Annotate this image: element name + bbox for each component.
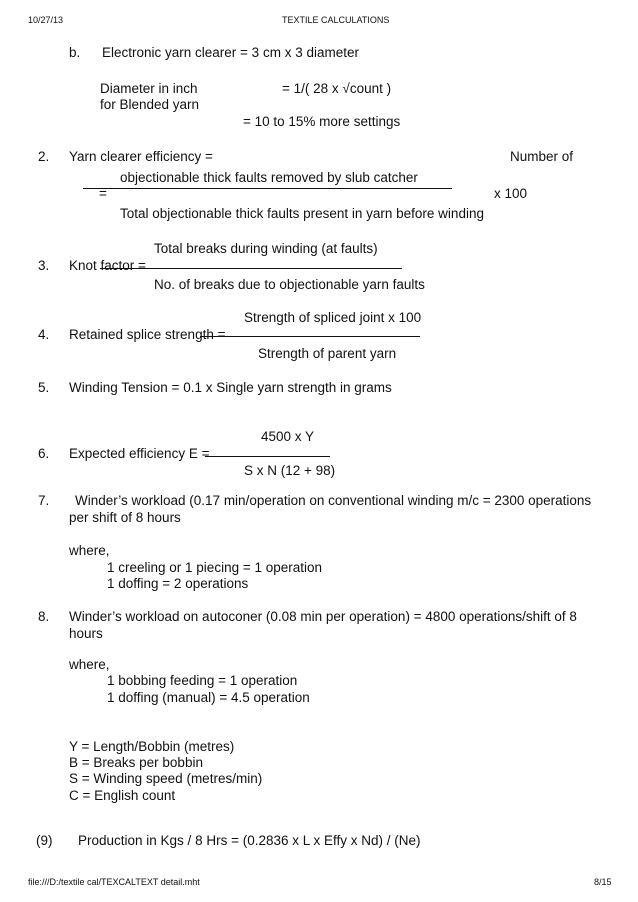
legend-item: C = English count: [69, 788, 176, 803]
item-b-text: Electronic yarn clearer = 3 cm x 3 diameter: [102, 45, 359, 60]
item-2-label: Yarn clearer efficiency =: [69, 149, 213, 164]
item-7-line-1: Winder’s workload (0.17 min/operation on conventional winding m/c = 2300 operations: [75, 493, 592, 508]
item-3-fraction-bar: [100, 268, 402, 269]
item-9-number: (9): [36, 833, 53, 848]
item-7-where: where,: [69, 543, 110, 558]
item-7-line-2: per shift of 8 hours: [69, 510, 181, 525]
item-7-where-2: 1 doffing = 2 operations: [107, 576, 249, 591]
blended-more-settings: = 10 to 15% more settings: [243, 114, 401, 129]
item-8-number: 8.: [38, 609, 50, 624]
header-title: TEXTILE CALCULATIONS: [282, 15, 390, 25]
item-8-where-1: 1 bobbing feeding = 1 operation: [107, 673, 298, 688]
item-2-numerator: objectionable thick faults removed by slub catcher: [120, 170, 418, 185]
footer-path: file:///D:/textile cal/TEXCALTEXT detail.mht: [28, 877, 200, 887]
diameter-label: Diameter in inch: [100, 81, 198, 96]
footer-page-number: 8/15: [594, 877, 612, 887]
item-6-fraction-bar: [205, 456, 330, 457]
item-8-line-2: hours: [69, 626, 103, 641]
item-b-number: b.: [69, 45, 81, 60]
item-4-denominator: Strength of parent yarn: [258, 346, 397, 361]
item-2-number: 2.: [38, 149, 50, 164]
item-6-label: Expected efficiency E =: [69, 446, 210, 461]
item-5-number: 5.: [38, 380, 50, 395]
diameter-formula: = 1/( 28 x √count ): [282, 81, 392, 96]
item-9-text: Production in Kgs / 8 Hrs = (0.2836 x L x Effy x Nd) / (Ne): [78, 833, 421, 848]
item-2-fraction-bar: [83, 188, 452, 189]
item-3-denominator: No. of breaks due to objectionable yarn faults: [154, 277, 425, 292]
item-5-text: Winding Tension = 0.1 x Single yarn strength in grams: [69, 380, 392, 395]
item-8-where: where,: [69, 657, 110, 672]
header-date: 10/27/13: [28, 15, 64, 25]
item-4-numerator: Strength of spliced joint x 100: [244, 310, 422, 325]
item-7-where-1: 1 creeling or 1 piecing = 1 operation: [107, 560, 323, 575]
item-2-equals: =: [99, 186, 107, 201]
item-6-denominator: S x N (12 + 98): [244, 463, 336, 478]
item-2-multiplier: x 100: [494, 186, 528, 201]
legend-item: Y = Length/Bobbin (metres): [69, 739, 235, 754]
legend-item: S = Winding speed (metres/min): [69, 771, 263, 786]
item-4-number: 4.: [38, 327, 50, 342]
item-6-number: 6.: [38, 446, 50, 461]
item-4-fraction-bar: [200, 336, 420, 337]
legend-item: B = Breaks per bobbin: [69, 755, 203, 770]
item-2-number-of: Number of: [510, 149, 574, 164]
blended-yarn-label: for Blended yarn: [100, 97, 200, 112]
item-3-numerator: Total breaks during winding (at faults): [154, 241, 378, 256]
item-2-denominator: Total objectionable thick faults present in yarn before winding: [120, 206, 484, 221]
item-6-numerator: 4500 x Y: [261, 429, 315, 444]
item-8-line-1: Winder’s workload on autoconer (0.08 min per operation) = 4800 operations/shift of 8: [69, 609, 577, 624]
item-7-number: 7.: [38, 493, 50, 508]
item-8-where-2: 1 doffing (manual) = 4.5 operation: [107, 690, 310, 705]
item-3-label: Knot factor =: [69, 258, 146, 273]
item-4-label: Retained splice strength =: [69, 327, 226, 342]
item-3-number: 3.: [38, 258, 50, 273]
